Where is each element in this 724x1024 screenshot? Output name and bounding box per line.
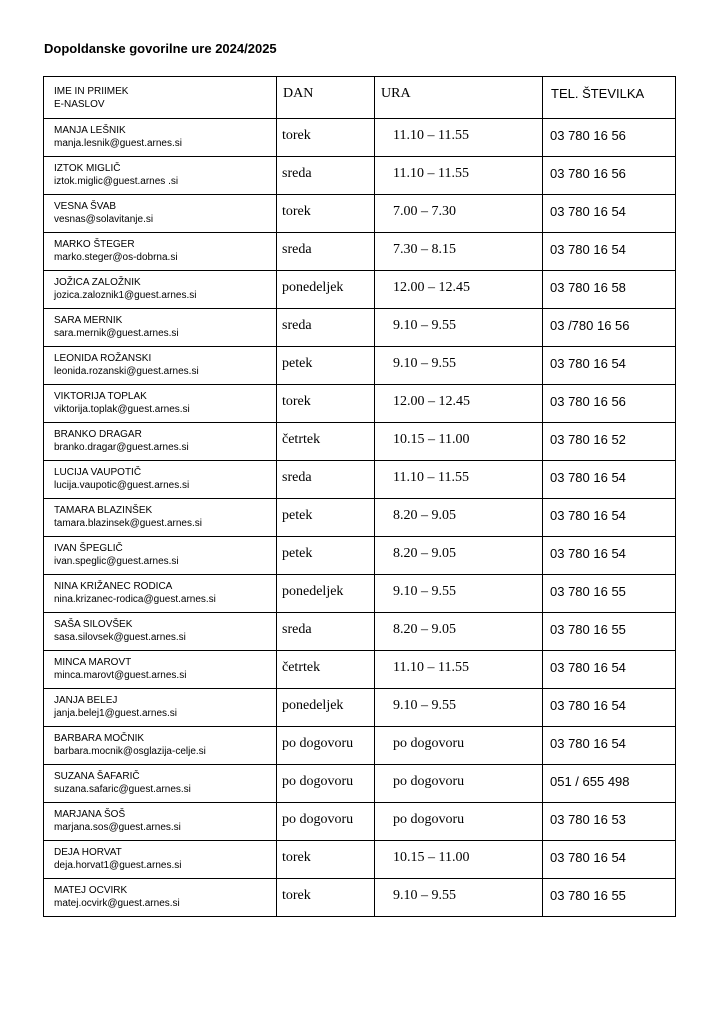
day-cell xyxy=(277,461,375,499)
tel-cell xyxy=(543,423,676,461)
phone-number: 03 780 16 58 xyxy=(550,280,626,295)
consultation-time: po dogovoru xyxy=(393,774,465,789)
phone-number: 03 780 16 54 xyxy=(550,736,626,751)
teacher-name: MARJANA ŠOŠ xyxy=(54,809,126,820)
teacher-name: DEJA HORVAT xyxy=(54,847,122,858)
table-row xyxy=(44,613,676,651)
phone-number: 03 780 16 55 xyxy=(550,622,626,637)
consultation-time: 12.00 – 12.45 xyxy=(393,394,470,409)
day-cell xyxy=(277,271,375,309)
time-cell xyxy=(375,461,543,499)
consultation-day: po dogovoru xyxy=(282,736,354,751)
table-row xyxy=(44,233,676,271)
consultation-time: 8.20 – 9.05 xyxy=(393,508,456,523)
time-cell xyxy=(375,385,543,423)
consultation-time: 12.00 – 12.45 xyxy=(393,280,470,295)
table-row xyxy=(44,461,676,499)
consultation-time: 9.10 – 9.55 xyxy=(393,356,456,371)
teacher-name: SARA MERNIK xyxy=(54,315,123,326)
teacher-email[interactable]: ivan.speglic@guest.arnes.si xyxy=(54,556,179,567)
table-row xyxy=(44,689,676,727)
name-email-cell xyxy=(44,537,277,575)
phone-number: 03 780 16 52 xyxy=(550,432,626,447)
consultation-day: sreda xyxy=(282,242,312,257)
day-cell xyxy=(277,499,375,537)
tel-cell xyxy=(543,727,676,765)
teacher-email[interactable]: lucija.vaupotic@guest.arnes.si xyxy=(54,480,190,491)
consultation-time: 8.20 – 9.05 xyxy=(393,622,456,637)
tel-cell xyxy=(543,347,676,385)
time-cell xyxy=(375,537,543,575)
header-tel: TEL. ŠTEVILKA xyxy=(551,86,645,101)
table-row xyxy=(44,727,676,765)
teacher-email[interactable]: manja.lesnik@guest.arnes.si xyxy=(54,138,182,149)
teacher-email[interactable]: marjana.sos@guest.arnes.si xyxy=(54,822,181,833)
consultation-day: sreda xyxy=(282,470,312,485)
tel-cell xyxy=(543,119,676,157)
table-row xyxy=(44,119,676,157)
phone-number: 03 780 16 55 xyxy=(550,584,626,599)
time-cell xyxy=(375,727,543,765)
time-cell xyxy=(375,879,543,917)
tel-cell xyxy=(543,233,676,271)
consultation-day: sreda xyxy=(282,166,312,181)
phone-number: 03 780 16 56 xyxy=(550,128,626,143)
consultation-day: petek xyxy=(282,546,313,561)
consultation-time: 11.10 – 11.55 xyxy=(393,470,469,485)
teacher-email[interactable]: nina.krizanec-rodica@guest.arnes.si xyxy=(54,594,216,605)
phone-number: 03 780 16 54 xyxy=(550,470,626,485)
phone-number: 03 780 16 54 xyxy=(550,508,626,523)
consultation-time: 9.10 – 9.55 xyxy=(393,584,456,599)
teacher-email[interactable]: matej.ocvirk@guest.arnes.si xyxy=(54,898,180,909)
consultation-day: po dogovoru xyxy=(282,812,354,827)
time-cell xyxy=(375,309,543,347)
time-cell xyxy=(375,841,543,879)
consultation-day: torek xyxy=(282,394,311,409)
tel-cell xyxy=(543,271,676,309)
day-cell xyxy=(277,309,375,347)
tel-cell xyxy=(543,499,676,537)
consultation-day: ponedeljek xyxy=(282,698,344,713)
tel-cell xyxy=(543,157,676,195)
tel-cell xyxy=(543,537,676,575)
name-email-cell xyxy=(44,461,277,499)
name-email-cell xyxy=(44,423,277,461)
tel-cell xyxy=(543,461,676,499)
consultation-day: torek xyxy=(282,850,311,865)
teacher-email[interactable]: jozica.zaloznik1@guest.arnes.si xyxy=(54,290,197,301)
table-row xyxy=(44,803,676,841)
name-email-cell xyxy=(44,157,277,195)
day-cell xyxy=(277,613,375,651)
consultation-time: 7.30 – 8.15 xyxy=(393,242,456,257)
tel-cell xyxy=(543,575,676,613)
teacher-name: LUCIJA VAUPOTIČ xyxy=(54,467,142,478)
teacher-email[interactable]: deja.horvat1@guest.arnes.si xyxy=(54,860,182,871)
name-email-cell xyxy=(44,613,277,651)
table-row xyxy=(44,651,676,689)
consultation-time: 8.20 – 9.05 xyxy=(393,546,456,561)
consultation-day: petek xyxy=(282,508,313,523)
phone-number: 051 / 655 498 xyxy=(550,774,630,789)
name-email-cell xyxy=(44,575,277,613)
consultation-time: 7.00 – 7.30 xyxy=(393,204,456,219)
consultation-time: 9.10 – 9.55 xyxy=(393,318,456,333)
teacher-email[interactable]: janja.belej1@guest.arnes.si xyxy=(54,708,178,719)
teacher-email[interactable]: tamara.blazinsek@guest.arnes.si xyxy=(54,518,202,529)
tel-cell xyxy=(543,309,676,347)
teacher-name: IVAN ŠPEGLIČ xyxy=(54,543,123,554)
day-cell xyxy=(277,537,375,575)
header-email: E-NASLOV xyxy=(54,99,105,110)
consultation-day: četrtek xyxy=(282,432,321,447)
teacher-email[interactable]: branko.dragar@guest.arnes.si xyxy=(54,442,189,453)
tel-cell xyxy=(543,195,676,233)
teacher-name: SAŠA SILOVŠEK xyxy=(54,619,133,630)
table-row xyxy=(44,879,676,917)
name-email-cell xyxy=(44,765,277,803)
time-cell xyxy=(375,575,543,613)
consultation-day: torek xyxy=(282,888,311,903)
header-name-email-cell xyxy=(44,77,277,119)
tel-cell xyxy=(543,385,676,423)
consultation-day: torek xyxy=(282,128,311,143)
phone-number: 03 780 16 54 xyxy=(550,356,626,371)
consultation-time: 11.10 – 11.55 xyxy=(393,128,469,143)
consultation-time: 9.10 – 9.55 xyxy=(393,888,456,903)
table-row xyxy=(44,385,676,423)
time-cell xyxy=(375,119,543,157)
teacher-email[interactable]: barbara.mocnik@osglazija-celje.si xyxy=(54,746,206,757)
table-row xyxy=(44,499,676,537)
phone-number: 03 780 16 55 xyxy=(550,888,626,903)
day-cell xyxy=(277,689,375,727)
teacher-email[interactable]: sara.mernik@guest.arnes.si xyxy=(54,328,179,339)
consultation-time: 11.10 – 11.55 xyxy=(393,660,469,675)
name-email-cell xyxy=(44,347,277,385)
day-cell xyxy=(277,233,375,271)
day-cell xyxy=(277,195,375,233)
table-row xyxy=(44,309,676,347)
tel-cell xyxy=(543,803,676,841)
header-time-cell xyxy=(375,77,543,119)
header-time: URA xyxy=(381,86,411,101)
table-row xyxy=(44,195,676,233)
header-day-cell xyxy=(277,77,375,119)
time-cell xyxy=(375,689,543,727)
teacher-name: VIKTORIJA TOPLAK xyxy=(54,391,147,402)
phone-number: 03 780 16 54 xyxy=(550,242,626,257)
phone-number: 03 780 16 56 xyxy=(550,394,626,409)
phone-number: 03 780 16 54 xyxy=(550,850,626,865)
table-header-row xyxy=(44,77,676,119)
name-email-cell xyxy=(44,803,277,841)
teacher-name: TAMARA BLAZINŠEK xyxy=(54,505,153,516)
day-cell xyxy=(277,841,375,879)
time-cell xyxy=(375,613,543,651)
table-row xyxy=(44,271,676,309)
header-day: DAN xyxy=(283,86,314,101)
time-cell xyxy=(375,157,543,195)
teacher-email[interactable]: suzana.safaric@guest.arnes.si xyxy=(54,784,191,795)
table-row xyxy=(44,157,676,195)
phone-number: 03 780 16 53 xyxy=(550,812,626,827)
teacher-name: SUZANA ŠAFARIČ xyxy=(54,771,140,782)
page-title: Dopoldanske govorilne ure 2024/2025 xyxy=(44,41,277,56)
teacher-name: NINA KRIŽANEC RODICA xyxy=(54,581,173,592)
teacher-email[interactable]: viktorija.toplak@guest.arnes.si xyxy=(54,404,190,415)
table-row xyxy=(44,423,676,461)
consultation-day: torek xyxy=(282,204,311,219)
consultation-hours-table xyxy=(43,76,676,917)
teacher-name: VESNA ŠVAB xyxy=(54,201,117,212)
name-email-cell xyxy=(44,233,277,271)
teacher-name: MARKO ŠTEGER xyxy=(54,239,135,250)
table-row xyxy=(44,575,676,613)
teacher-name: LEONIDA ROŽANSKI xyxy=(54,353,152,364)
header-name: IME IN PRIIMEK xyxy=(54,86,129,97)
consultation-time: 10.15 – 11.00 xyxy=(393,850,470,865)
teacher-email[interactable]: leonida.rozanski@guest.arnes.si xyxy=(54,366,199,377)
consultation-time: po dogovoru xyxy=(393,812,465,827)
consultation-day: sreda xyxy=(282,318,312,333)
teacher-name: MANJA LEŠNIK xyxy=(54,125,126,136)
teacher-email[interactable]: marko.steger@os-dobrna.si xyxy=(54,252,178,263)
time-cell xyxy=(375,347,543,385)
name-email-cell xyxy=(44,385,277,423)
consultation-time: 9.10 – 9.55 xyxy=(393,698,456,713)
day-cell xyxy=(277,119,375,157)
name-email-cell xyxy=(44,689,277,727)
time-cell xyxy=(375,423,543,461)
teacher-name: JANJA BELEJ xyxy=(54,695,118,706)
consultation-day: ponedeljek xyxy=(282,584,344,599)
teacher-name: BARBARA MOČNIK xyxy=(54,733,145,744)
consultation-day: četrtek xyxy=(282,660,321,675)
consultation-day: sreda xyxy=(282,622,312,637)
teacher-name: MINCA MAROVT xyxy=(54,657,132,668)
day-cell xyxy=(277,803,375,841)
day-cell xyxy=(277,347,375,385)
consultation-day: ponedeljek xyxy=(282,280,344,295)
consultation-time: po dogovoru xyxy=(393,736,465,751)
teacher-email[interactable]: minca.marovt@guest.arnes.si xyxy=(54,670,187,681)
phone-number: 03 780 16 54 xyxy=(550,204,626,219)
teacher-email[interactable]: sasa.silovsek@guest.arnes.si xyxy=(54,632,186,643)
tel-cell xyxy=(543,689,676,727)
phone-number: 03 780 16 54 xyxy=(550,698,626,713)
header-tel-cell xyxy=(543,77,676,119)
day-cell xyxy=(277,651,375,689)
consultation-day: po dogovoru xyxy=(282,774,354,789)
day-cell xyxy=(277,575,375,613)
table-row xyxy=(44,537,676,575)
day-cell xyxy=(277,727,375,765)
table-row xyxy=(44,347,676,385)
time-cell xyxy=(375,499,543,537)
name-email-cell xyxy=(44,119,277,157)
name-email-cell xyxy=(44,499,277,537)
consultation-time: 11.10 – 11.55 xyxy=(393,166,469,181)
name-email-cell xyxy=(44,651,277,689)
teacher-email[interactable]: vesnas@solavitanje.si xyxy=(54,214,154,225)
day-cell xyxy=(277,879,375,917)
teacher-name: JOŽICA ZALOŽNIK xyxy=(54,277,141,288)
consultation-time: 10.15 – 11.00 xyxy=(393,432,470,447)
tel-cell xyxy=(543,879,676,917)
teacher-name: BRANKO DRAGAR xyxy=(54,429,142,440)
tel-cell xyxy=(543,651,676,689)
table-row xyxy=(44,765,676,803)
name-email-cell xyxy=(44,727,277,765)
table-row xyxy=(44,841,676,879)
phone-number: 03 780 16 54 xyxy=(550,660,626,675)
consultation-day: petek xyxy=(282,356,313,371)
phone-number: 03 780 16 56 xyxy=(550,166,626,181)
day-cell xyxy=(277,157,375,195)
time-cell xyxy=(375,765,543,803)
phone-number: 03 /780 16 56 xyxy=(550,318,630,333)
day-cell xyxy=(277,385,375,423)
day-cell xyxy=(277,423,375,461)
time-cell xyxy=(375,271,543,309)
time-cell xyxy=(375,651,543,689)
name-email-cell xyxy=(44,841,277,879)
tel-cell xyxy=(543,765,676,803)
teacher-name: IZTOK MIGLIČ xyxy=(54,163,121,174)
time-cell xyxy=(375,195,543,233)
name-email-cell xyxy=(44,271,277,309)
time-cell xyxy=(375,803,543,841)
phone-number: 03 780 16 54 xyxy=(550,546,626,561)
teacher-email[interactable]: iztok.miglic@guest.arnes .si xyxy=(54,176,179,187)
time-cell xyxy=(375,233,543,271)
name-email-cell xyxy=(44,879,277,917)
name-email-cell xyxy=(44,195,277,233)
tel-cell xyxy=(543,613,676,651)
teacher-name: MATEJ OCVIRK xyxy=(54,885,128,896)
day-cell xyxy=(277,765,375,803)
name-email-cell xyxy=(44,309,277,347)
tel-cell xyxy=(543,841,676,879)
